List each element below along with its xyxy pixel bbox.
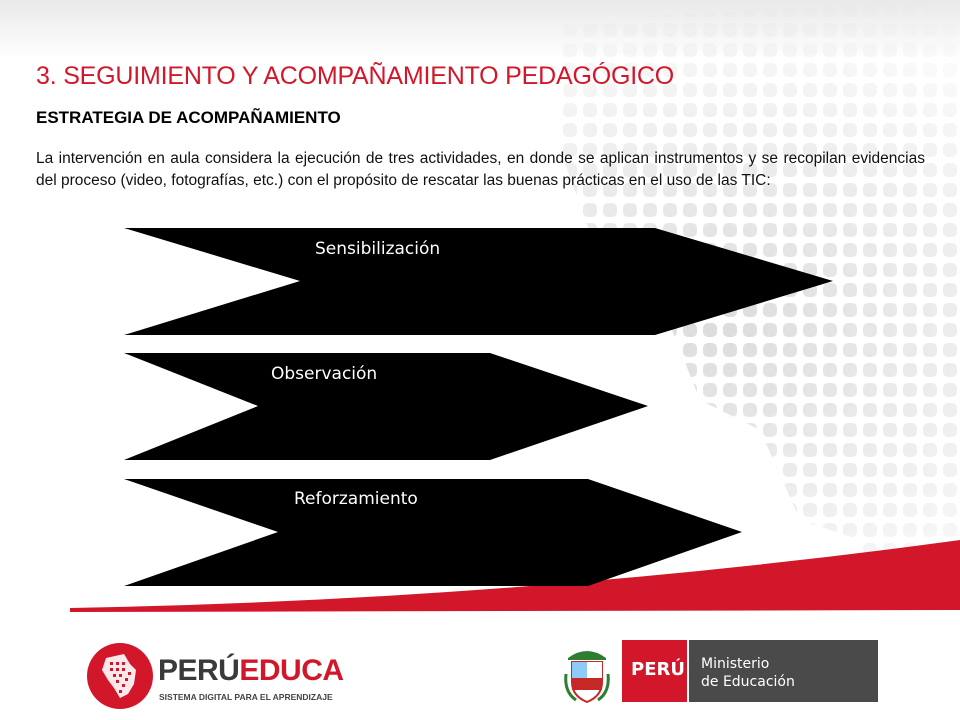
peru-badge-label: PERÚ — [631, 659, 685, 680]
peru-educa-tagline: SISTEMA DIGITAL PARA EL APRENDIZAJE — [159, 692, 333, 702]
step-arrow-reforzamiento — [124, 479, 742, 586]
peru-educa-logo — [84, 640, 344, 710]
ministry-line1: Ministerio — [701, 656, 770, 672]
step-label-reforzamiento: Reforzamiento — [294, 489, 418, 509]
step-arrow-sensibilizacion — [124, 228, 833, 335]
peru-educa-brand-part1: PERÚ — [158, 654, 240, 687]
slide-title: 3. SEGUIMIENTO Y ACOMPAÑAMIENTO PEDAGÓGICO — [36, 62, 675, 90]
step-arrow-observacion — [124, 353, 648, 460]
slide-body-text: La intervención en aula considera la ejecución de tres actividades, en donde se aplican instrumentos y se recopilan evidencias del proceso (video, fotografías, etc.) con el propósito de rescatar las buenas prácticas en el uso de las TIC: — [36, 150, 925, 189]
ministry-line2: de Educación — [701, 674, 795, 690]
ministry-badge — [689, 640, 878, 702]
slide-subtitle: ESTRATEGIA DE ACOMPAÑAMIENTO — [36, 108, 341, 127]
coat-of-arms-icon — [562, 644, 612, 706]
step-label-observacion: Observación — [271, 364, 378, 384]
step-label-sensibilizacion: Sensibilización — [315, 239, 441, 259]
peru-educa-brand-part2: EDUCA — [239, 654, 344, 687]
peru-map-icon — [84, 640, 156, 712]
peru-educa-wordmark — [158, 654, 344, 688]
peru-badge — [622, 640, 687, 702]
